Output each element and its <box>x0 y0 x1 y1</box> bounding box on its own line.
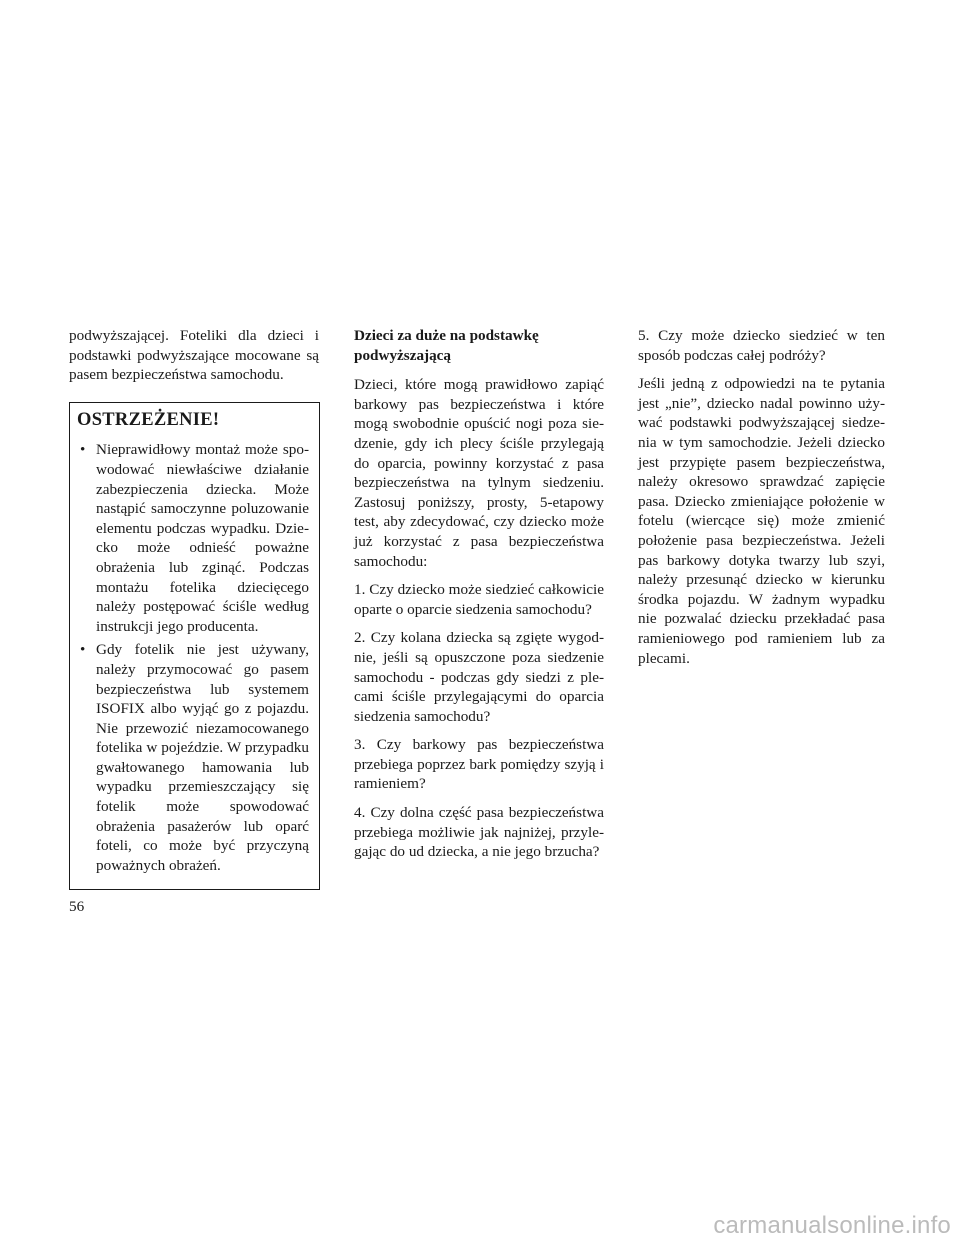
warning-item-text: Nieprawidłowy montaż może spowodować niewłaściwe działanie zabezpieczenia dziecka. Może nastąpić samoczynne poluzowanie elementu podczas wypadku. Dziecko może odnieść poważne obrażenia lub zginąć. Podczas montażu fotelika dziecięcego należy postępować ściśle według instrukcji jego producenta. <box>96 441 309 635</box>
section-heading: Dzieci za duże na podstawkę podwyższającą <box>354 327 539 364</box>
column-left <box>69 326 319 890</box>
bullet-icon: • <box>80 441 86 459</box>
warning-title: OSTRZEŻENIE! <box>77 409 220 430</box>
warning-item <box>80 640 309 875</box>
watermark: carmanualsonline.info <box>713 1212 951 1239</box>
question-5: 5. Czy może dziecko siedzieć w ten sposób podczas całej podróży? <box>638 327 885 364</box>
intro-paragraph: podwyższającej. Foteliki dla dzieci i podstawki podwyższające mocowane są pasem bezpieczeństwa samochodu. <box>69 327 319 384</box>
body-paragraph: Dzieci, które mogą prawidłowo zapiąć barkowy pas bezpieczeństwa i które mogą swobodnie opuścić nogi poza siedzenie, gdy ich plecy ściśle przylegają do oparcia, powinny korzystać z pasa bezpieczeństwa na tylnym siedzeniu. Zastosuj poniższy, prosty, 5-etapowy test, aby zdecydować, czy dziecko może już korzystać z pasa bezpieczeństwa samochodu: <box>354 376 604 570</box>
question-4: 4. Czy dolna część pasa bezpieczeństwa przebiega możliwie jak najniżej, przylegając do ud dziecka, a nie jego brzucha? <box>354 804 604 861</box>
warning-box <box>69 402 320 891</box>
question-1: 1. Czy dziecko może siedzieć całkowicie oparte o oparcie siedzenia samochodu? <box>354 581 604 618</box>
body-paragraph: Jeśli jedną z odpowiedzi na te pytania jest „nie”, dziecko nadal powinno używać podstawki podwyższającej siedzenia w tym samochodzie. Jeżeli dziecko jest przypięte pasem bezpieczeństwa, należy okresowo sprawdzać zapięcie pasa. Dziecko zmieniające położenie w fotelu (wiercące się) może zmienić położenie pasa bezpieczeństwa. Jeżeli pas barkowy dotyka twarzy lub szyi, należy przesunąć dziecko w kierunku środka pojazdu. W żadnym wypadku nie pozwalać dziecku przekładać pasa ramieniowego pod ramieniem lub za plecami. <box>638 375 885 667</box>
warning-item-text: Gdy fotelik nie jest używany, należy przymocować go pasem bezpieczeństwa lub systemem ISOFIX albo wyjąć go z pojazdu. Nie przewozić niezamocowanego fotelika w pojeździe. W przypadku gwałtowanego hamowania lub wypadku przemieszczający się fotelik może spowodować obrażenia pasażerów lub oparć foteli, co może być przyczyną poważnych obrażeń. <box>96 641 309 874</box>
warning-item <box>80 440 309 636</box>
column-middle <box>354 326 604 871</box>
bullet-icon: • <box>80 641 86 659</box>
page-number: 56 <box>69 898 85 915</box>
question-3: 3. Czy barkowy pas bezpieczeństwa przebiega poprzez bark pomiędzy szyją i ramieniem? <box>354 736 604 793</box>
question-2: 2. Czy kolana dziecka są zgięte wygodnie, jeśli są opuszczone poza siedzenie samochodu - podczas gdy siedzi z plecami ściśle przylegającymi do oparcia siedzenia samochodu? <box>354 629 604 725</box>
column-right <box>638 326 885 677</box>
warning-list <box>80 440 309 875</box>
